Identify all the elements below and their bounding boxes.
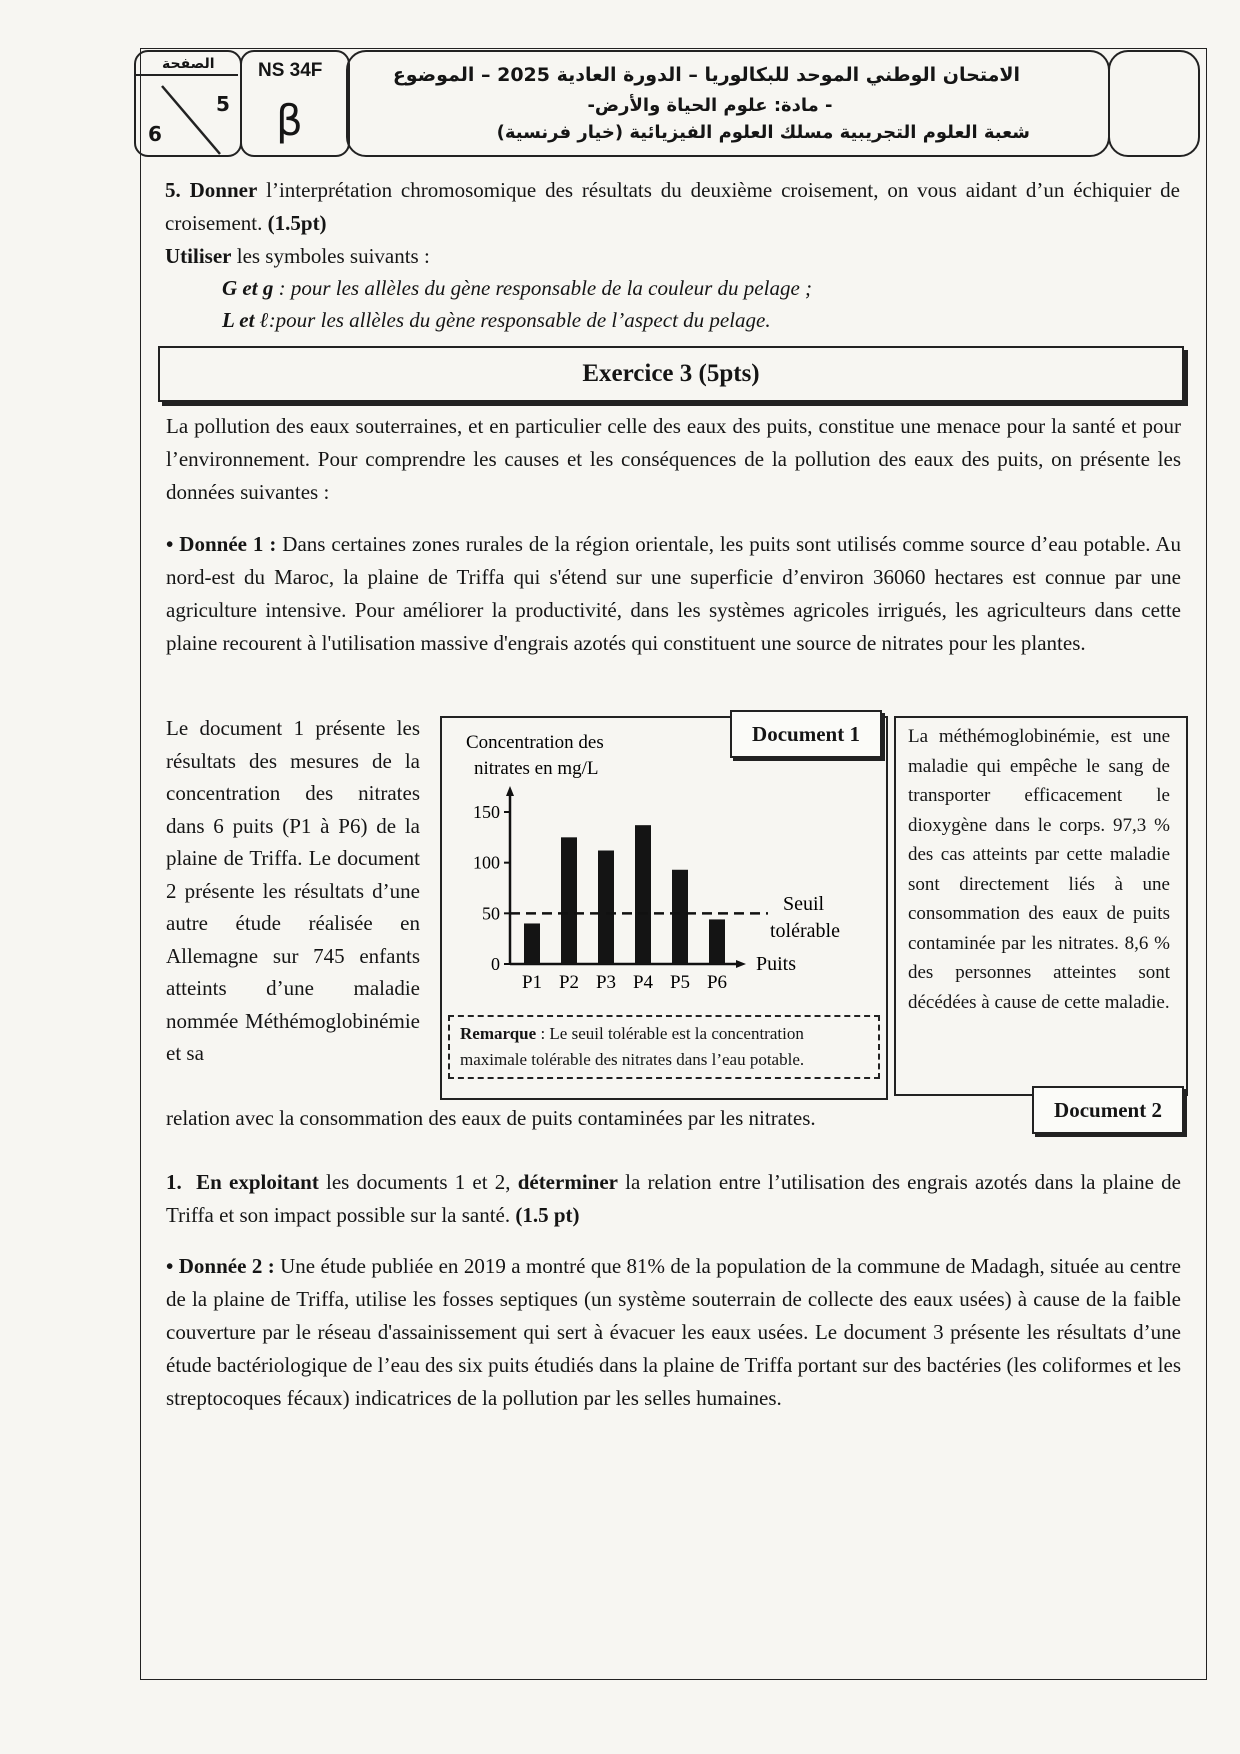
x-tick-label: P6	[706, 972, 728, 993]
donnee-1-label: • Donnée 1 :	[166, 532, 277, 556]
question-1-verb-2: déterminer	[517, 1170, 618, 1194]
y-tick-label: 0	[491, 954, 500, 974]
exam-code: NS 34F	[258, 60, 323, 81]
symbols-2-text: :pour les allèles du gène responsable de l’aspect du pelage.	[268, 308, 771, 332]
page-label: الصفحة	[162, 56, 215, 72]
bar-p1	[524, 923, 540, 964]
x-tick-label: P3	[595, 972, 617, 993]
nitrate-chart	[440, 716, 884, 1006]
y-tick-label: 100	[473, 852, 500, 873]
question-5-number: 5.	[165, 178, 181, 202]
donnee-1	[166, 528, 1181, 660]
bar-p4	[635, 825, 651, 964]
y-axis-label-line1: Concentration des	[466, 732, 604, 753]
header-line2: - مادة: علوم الحياة والأرض-	[587, 95, 833, 116]
note-label: Remarque	[460, 1024, 537, 1043]
use-verb: Utiliser	[165, 244, 232, 268]
donnee-2-label: • Donnée 2 :	[166, 1254, 275, 1278]
document-2-text: La méthémoglobinémie, est une maladie qui empêche le sang de transporter efficacement le dioxygène dans le corps. 97,3 % des cas atteints par cette maladie sont directement liés à une consommation des eaux de puits contaminée par les nitrates. 8,6 % des personnes atteintes sont décédées à cause de cette maladie.	[908, 726, 1170, 1013]
x-axis-label: Puits	[756, 953, 797, 975]
question-1-text: la relation entre l’utilisation des engrais azotés dans la plaine de Triffa et son impact possible sur la santé.	[166, 1170, 1182, 1227]
symbols-2-bold: L et ℓ	[222, 308, 269, 332]
symbols-line-2	[222, 304, 1122, 337]
symbols-line-1	[222, 272, 1122, 305]
document-1-tag: Document 1	[730, 710, 882, 758]
bar-p2	[561, 837, 577, 964]
x-tick-label: P4	[632, 972, 654, 993]
question-1-number: 1.	[166, 1170, 182, 1194]
x-tick-label: P2	[558, 972, 580, 993]
donnee-1-text: Dans certaines zones rurales de la région orientale, les puits sont utilisés comme source d’eau potable. Au nord-est du Maroc, la plaine de Triffa qui s'étend sur une superficie d’environ 36060 hectares est connue par une agriculture intensive. Pour améliorer la productivité, dans les systèmes agricoles irrigués, les agriculteurs dans cette plaine recourent à l'utilisation massive d'engrais azotés qui constituent une source de nitrates pour les plantes.	[166, 532, 1182, 655]
y-axis-label-line2: nitrates en mg/L	[474, 758, 599, 779]
symbols-1-bold: G et g	[222, 276, 274, 300]
header-line3: شعبة العلوم التجريبية مسلك العلوم الفيزيائية (خيار فرنسية)	[496, 122, 1030, 143]
question-1-mid: les documents 1 et 2,	[318, 1170, 518, 1194]
bar-p5	[672, 870, 688, 964]
question-5-points: (1.5pt)	[267, 211, 327, 235]
header-line1: الامتحان الوطني الموحد للبكالوريا – الدورة العادية 2025 – الموضوع	[392, 64, 1020, 86]
question-5-verb: Donner	[189, 178, 258, 202]
grade-box	[1108, 50, 1200, 157]
donnee-2	[166, 1250, 1181, 1415]
document-2-tag: Document 2	[1032, 1086, 1184, 1134]
x-tick-label: P5	[669, 972, 691, 993]
page-total: 6	[148, 122, 162, 146]
y-tick-label: 50	[482, 903, 500, 924]
threshold-label-line1: Seuil	[783, 893, 825, 915]
x-axis-arrow	[736, 960, 746, 968]
documents-intro: Le document 1 présente les résultats des mesures de la concentration des nitrates dans 6 puits (P1 à P6) de la plaine de Triffa. Le document 2 présente les résultats d’une autre étude réalisée en Allemagne sur 745 enfants atteints d’une maladie nommée Méthémoglobinémie et sa	[166, 716, 420, 1065]
version-symbol: β	[276, 96, 303, 145]
exercise-intro: La pollution des eaux souterraines, et en particulier celle des eaux des puits, constitue une menace pour la santé et pour l’environnement. Pour comprendre les causes et les conséquences de la pollution des eaux des puits, on présente les données suivantes :	[166, 414, 1181, 504]
y-axis-arrow	[506, 786, 514, 796]
threshold-label-line2: tolérable	[770, 920, 840, 942]
x-tick-label: P1	[521, 972, 543, 993]
note-text: : Le seuil tolérable est la concentration maximale tolérable des nitrates dans l’eau potable.	[460, 1024, 805, 1069]
bar-p3	[598, 851, 614, 964]
question-1	[166, 1166, 1181, 1232]
question-1-verb-1: En exploitant	[196, 1170, 319, 1194]
bar-p6	[709, 919, 725, 964]
y-tick-label: 150	[473, 802, 500, 822]
page-current: 5	[216, 92, 230, 116]
use-text: les symboles suivants :	[231, 244, 430, 268]
question-5-text: l’interprétation chromosomique des résultats du deuxième croisement, on vous aidant d’un échiquier de croisement.	[165, 178, 1181, 235]
documents-intro-tail: relation avec la consommation des eaux de puits contaminées par les nitrates.	[166, 1106, 816, 1130]
question-5	[165, 174, 1180, 240]
donnee-2-text: Une étude publiée en 2019 a montré que 81% de la population de la commune de Madagh, située au centre de la plaine de Triffa, utilise les fosses septiques (un système souterrain de collecte des eaux usées) à cause de la faible couverture par le réseau d'assainissement qui sert à évacuer les eaux usées. Le document 3 présente les résultats d’une étude bactériologique de l’eau des six puits étudiés dans la plaine de Triffa portant sur des bactéries (les coliformes et les streptocoques fécaux) indicatrices de la pollution par les selles humaines.	[166, 1254, 1181, 1410]
symbols-1-text: : pour les allèles du gène responsable de la couleur du pelage ;	[273, 276, 813, 300]
document-1-note	[448, 1015, 880, 1079]
question-1-points: (1.5 pt)	[515, 1203, 580, 1227]
exercise-title: Exercice 3 (5pts)	[158, 346, 1184, 402]
use-symbols	[165, 240, 1065, 273]
